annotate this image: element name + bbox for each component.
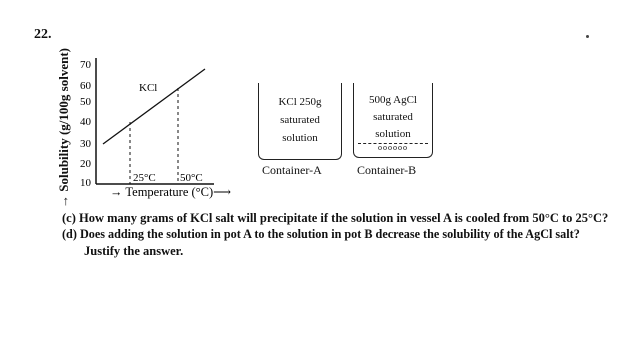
y-tick-50: 50 [80,96,91,108]
question-d-line-2: Justify the answer. [84,244,184,258]
y-tick-70: 70 [80,59,91,71]
kcl-line-label: KCl [139,82,158,94]
container-b-line-1: 500g AgCl [369,94,417,106]
container-b-line-2: saturated [373,111,413,123]
question-d-line-1: (d) Does adding the solution in pot A to the solution in pot B decrease the solubility of the AgCl salt? [62,227,580,241]
y-tick-40: 40 [80,116,91,128]
y-tick-20: 20 [80,158,91,170]
container-b [353,83,433,158]
y-tick-10: 10 [80,177,91,189]
container-a-line-1: KCl 250g [278,96,322,108]
container-b-label: Container-B [357,163,417,177]
question-number: 22. [34,27,52,42]
container-b-line-3: solution [375,128,411,140]
container-a [258,83,342,160]
x-marker-25c: 25°C [133,172,156,184]
container-a-line-2: saturated [280,114,320,126]
x-axis-label: → Temperature (°C)⟶ [110,185,232,199]
y-tick-60: 60 [80,80,91,92]
container-a-label: Container-A [262,163,322,177]
kcl-solubility-line [103,69,205,144]
agcl-precipitate: oooooo [378,143,408,152]
x-marker-50c: 50°C [180,172,203,184]
y-tick-30: 30 [80,138,91,150]
y-axis-label: → Solubility (g/100g solvent) [56,48,71,208]
question-c: (c) How many grams of KCl salt will precipitate if the solution in vessel A is cooled from 50°C to 25°C? [62,211,609,225]
container-a-line-3: solution [282,132,318,144]
